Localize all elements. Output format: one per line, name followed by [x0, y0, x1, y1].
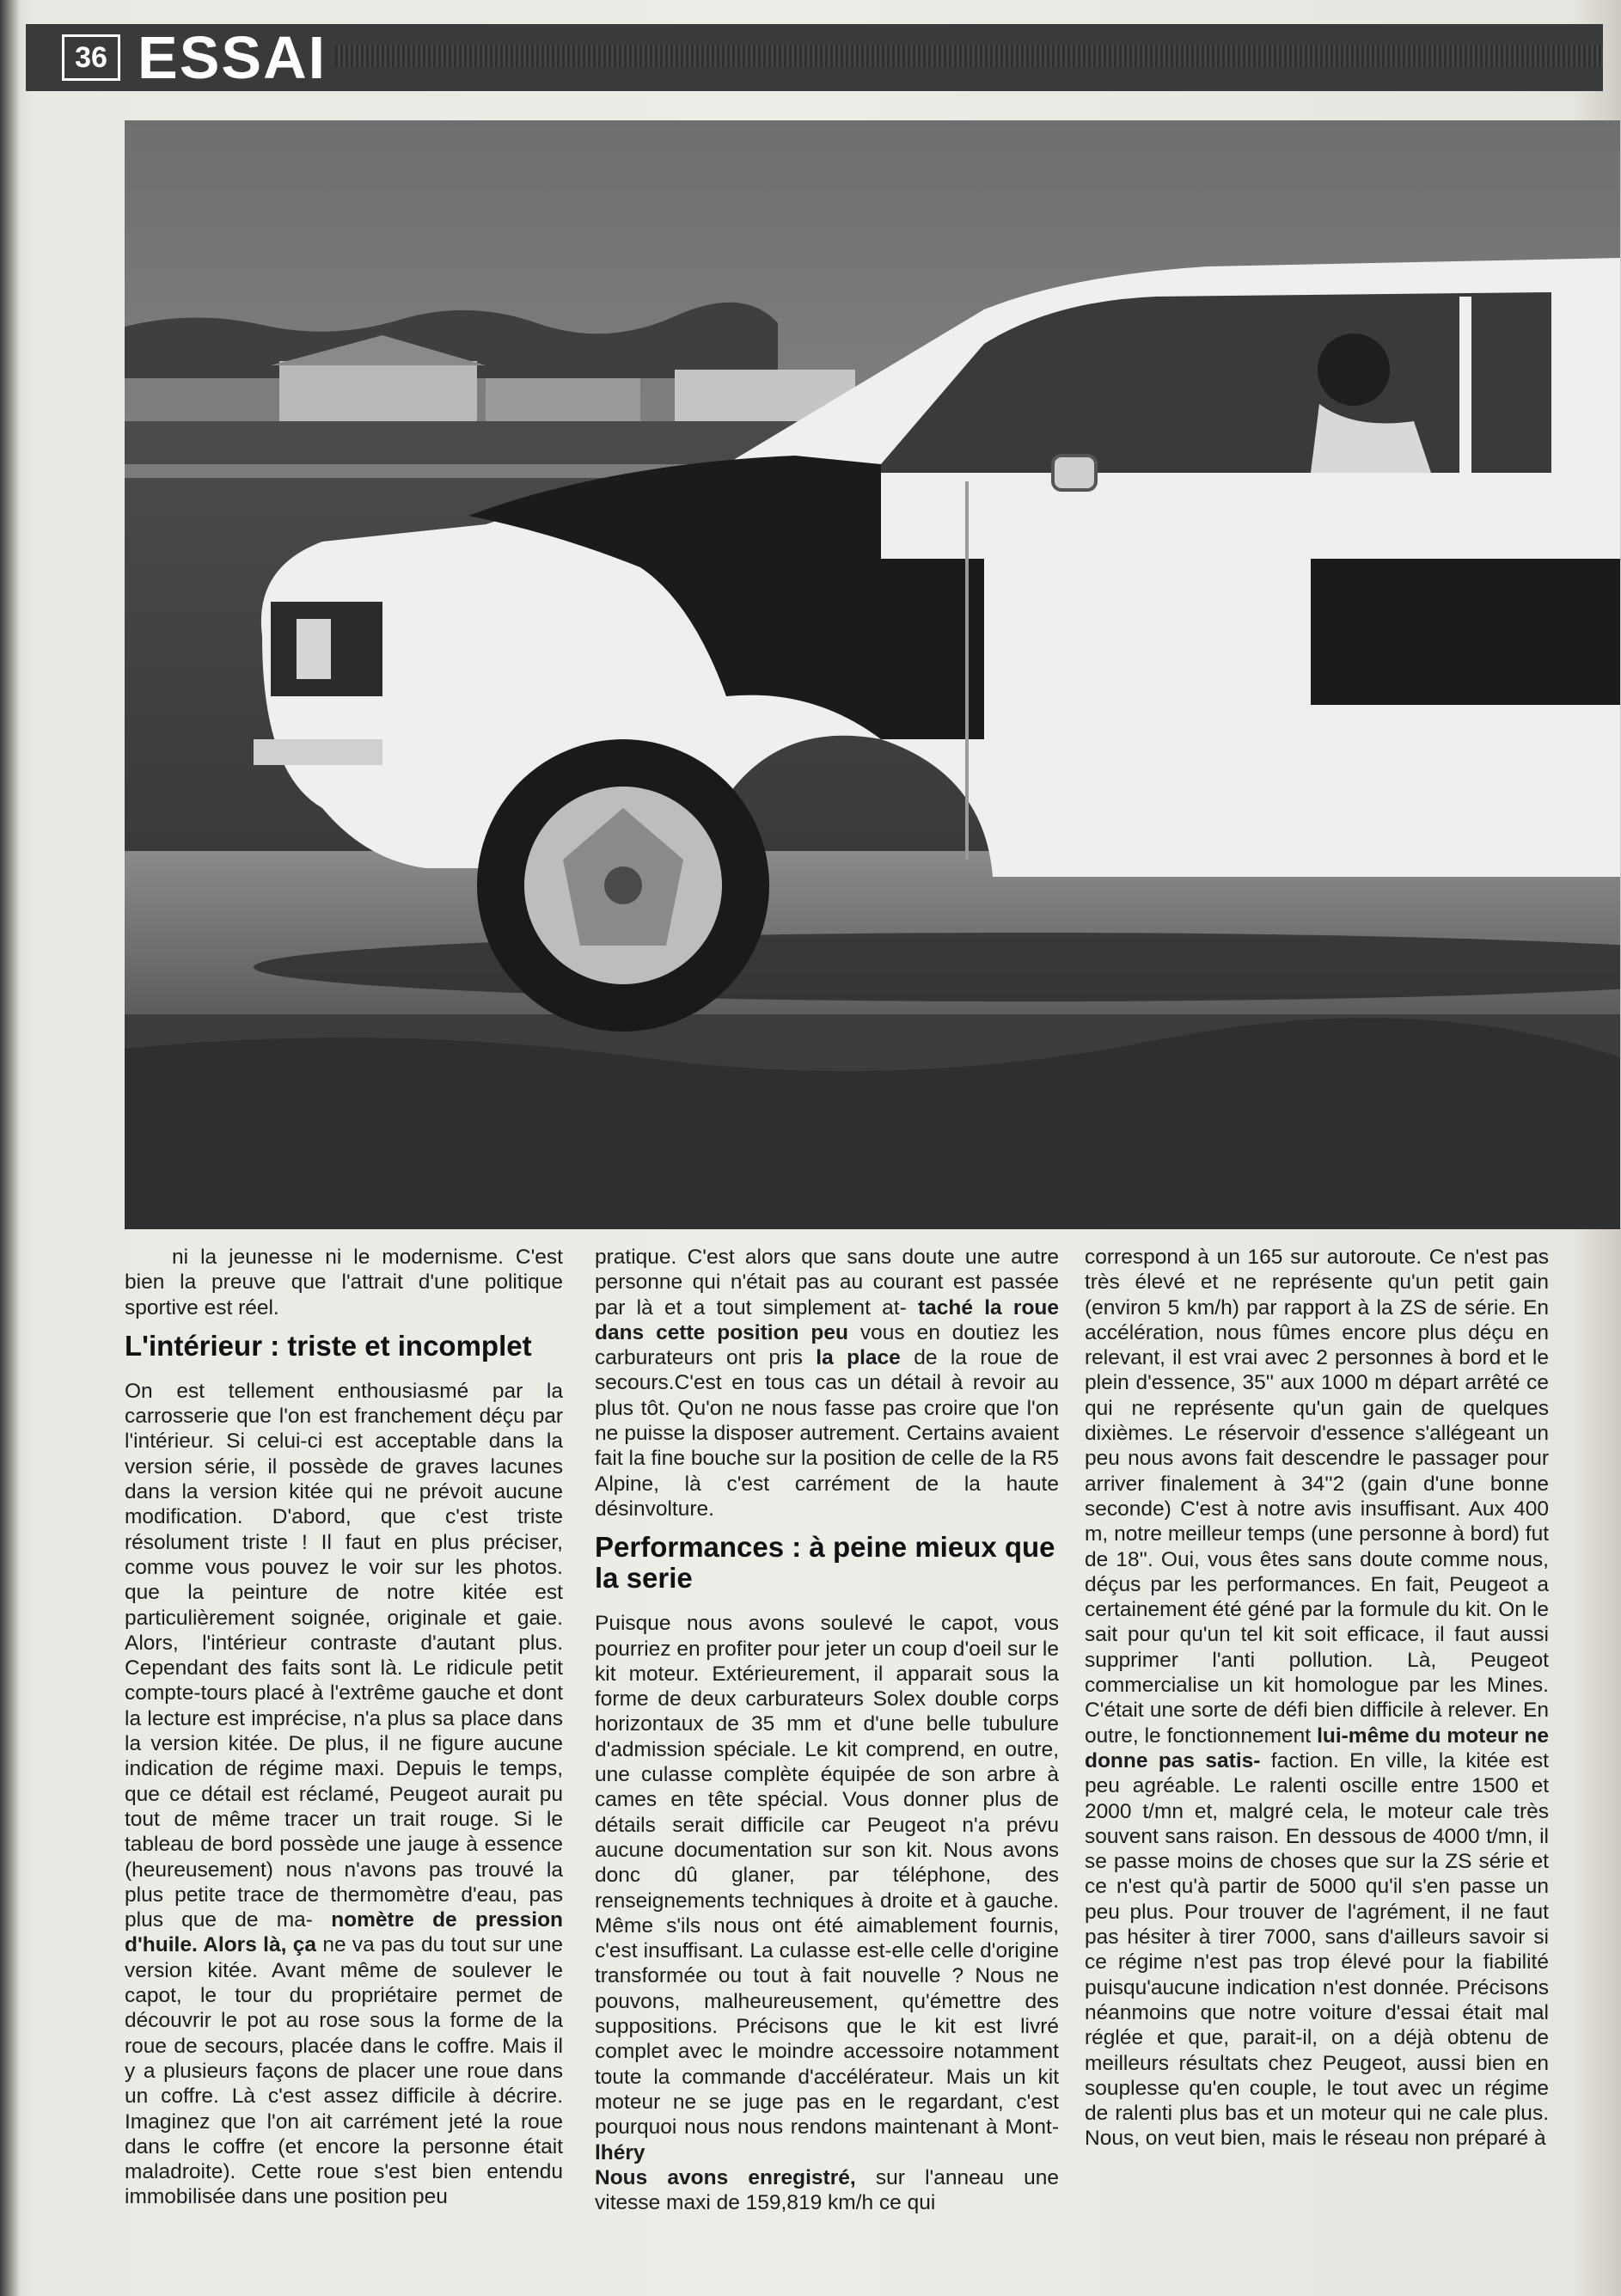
car-photo — [125, 120, 1620, 1229]
text-segment: Puisque nous avons soulevé le capot, vous pourriez en profiter pour jeter un coup d'oeil sur le kit moteur. Extérieurement, il apparait sous la forme de deux carburateurs Solex double corps horizontaux de 35 mm et d'une belle tubulure d'admission spéciale. Le kit comprend, en outre, une culasse complète équipée de son arbre à cames en tête spécial. Vous donner plus de détails serait difficile car Peugeot n'a prévu aucune documentation sur son kit. Nous avons donc dû glaner, par téléphone, des renseignements techniques à droite et à gauche. Même s'ils nous ont été aimablement fournis, c'est insuffisant. La culasse est-elle celle d'origine transformée ou tout à fait nouvelle ? Nous ne pouvons, malheureusement, qu'émettre des suppositions. Précisons que le kit est livré complet avec le moindre accessoire notamment toute la commande d'accélérateur. Mais un kit moteur ne se juge pas en le regardant, c'est pourquoi nous nous rendons maintenant à Mont- — [595, 1612, 1059, 2140]
article-column-3 — [1085, 1245, 1549, 2152]
article-column-2 — [595, 1245, 1059, 2215]
paragraph-performances — [595, 1611, 1059, 2165]
bold-text-segment: la place — [816, 1346, 901, 1370]
heading-performances: Performances : à peine mieux que la serie — [595, 1531, 1055, 1595]
text-segment: de la roue de secours.C'est en tous cas un détail à revoir au plus tôt. Qu'on ne nous fasse pas croire que l'on ne puisse la disposer autrement. Certains avaient fait la fine bouche sur la position de celle de la R5 Alpine, là c'est carrément de la haute désinvolture. — [595, 1346, 1060, 1521]
bold-text-segment: taché la roue dans cette position peu — [595, 1295, 1059, 1344]
article-column-1 — [125, 1245, 563, 2210]
bold-text-segment: lui-même du moteur ne donne pas satis- — [1085, 1724, 1549, 1773]
page-number: 36 — [62, 34, 120, 81]
text-segment: ne va pas du tout sur une version kitée. Avant même de soulever le capot, le tour du propriétaire permet de découvrir le pot au rose sous la forme de la roue de secours, placée dans le coffre. Mais il y a plusieurs façons de placer une roue dans un coffre. Là c'est assez difficile à décrire. Imaginez que l'on ait carrément jeté la roue dans le coffre (et encore la personne était maladroite). Cette roue s'est bien entendu immobilisée dans une position peu — [125, 1933, 563, 2209]
text-segment: pratique. C'est alors que sans doute une autre personne qui n'était pas au courant est passée par là et a tout simplement at- — [595, 1246, 1059, 1319]
heading-interieur: L'intérieur : triste et incomplet — [125, 1329, 532, 1362]
bold-text-segment: lhéry — [595, 2140, 645, 2164]
intro-paragraph: ni la jeunesse ni le modernisme. C'est bien la preuve que l'attrait d'une politique sportive est réel. — [125, 1246, 563, 1319]
text-segment: vous en doutiez les carburateurs ont pris — [595, 1320, 1059, 1370]
text-segment: faction. En ville, la kitée est peu agréable. Le ralenti oscille entre 1500 et 2000 t/mn et, malgré cela, le moteur cale très souvent sans raison. En dessous de 4000 t/mn, il se passe moins de choses que sur la ZS série et ce n'est qu'à partir de 5000 qu'il s'en passe un peu plus. Pour trouver de l'agrément, il ne faut pas hésiter à tirer 7000, sans d'ailleurs savoir si ce régime n'est pas trop élevé pour la fiabilité puisqu'aucune indication n'est donnée. Précisons néanmoins que notre voiture d'essai était mal réglée et que, parait-il, on a déjà obtenu de meilleurs résultats chez Peugeot, aussi bien en souplesse qu'en couple, le tout avec un régime de ralenti plus bas et un moteur qui ne cale plus. Nous, on veut bien, mais le réseau non préparé à — [1085, 1748, 1549, 2151]
section-header — [26, 24, 1603, 91]
text-segment: correspond à un 165 sur autoroute. Ce n'est pas très élevé et ne représente qu'un petit gain (environ 5 km/h) par rapport à la ZS de série. En accélération, nous fûmes encore plus déçu en relevant, il est vrai avec 2 personnes à bord et le plein d'essence, 35'' aux 1000 m départ arrêté ce qui ne représente qu'un gain de quelques dixièmes. Le réservoir d'essence s'allégeant un peu nous avons fait descendre le passager pour arriver finalement à 34''2 (gain d'une bonne seconde) C'est à notre avis insuffisant. Aux 400 m, notre meilleur temps (une personne à bord) fut de 18''. Oui, vous êtes sans doute comme nous, déçus par les performances. En fait, Peugeot a certainement été géné par la formule du kit. On le sait pour qu'un tel kit soit efficace, il faut aussi supprimer l'anti pollution. Là, Peugeot commercialise un kit homologue par les Mines. C'était une sorte de défi bien difficile à relever. En outre, le fonctionnement — [1085, 1246, 1549, 1748]
bold-text-segment: nomètre de pression d'huile. Alors là, ça — [125, 1908, 564, 1957]
text-segment: On est tellement enthousiasmé par la carrosserie que l'on est franchement déçu par l'intérieur. Si celui-ci est acceptable dans la version série, il possède de graves lacunes dans la version kitée qui ne prévoit aucune modification. D'abord, que c'est triste résolument triste ! Il faut en plus préciser, comme vous pouvez le voir sur les photos. que la peinture de notre kitée est particulièrement soignée, originale et gaie. Alors, l'intérieur contraste d'autant plus. Cependant des faits sont là. Le ridicule petit compte-tours placé à l'extrême gauche et dont la lecture est imprécise, n'a plus sa place dans la version kitée. De plus, il ne figure aucune indication de régime maxi. Depuis le temps, que ce détail est réclamé, Peugeot aurait pu tout de même tracer un trait rouge. Si le tableau de bord possède une jauge à essence (heureusement) nous n'avons pas trouvé la plus petite trace de thermomètre d'eau, pas plus que de ma- — [125, 1379, 563, 1932]
bold-text-segment: Nous avons enregistré, — [595, 2165, 856, 2189]
header-band — [335, 45, 1603, 67]
car-photo-illustration — [125, 120, 1620, 1229]
binding-spine — [0, 0, 19, 2296]
paragraph-acceleration — [1085, 1245, 1549, 2152]
section-title: ESSAI — [138, 24, 327, 91]
paragraph-roue — [595, 1245, 1059, 1521]
paragraph-interieur — [125, 1379, 563, 2210]
text-segment: sur l'anneau une vitesse maxi de 159,819 km/h ce qui — [595, 2165, 1060, 2215]
paragraph-enregistre — [595, 2165, 1059, 2216]
